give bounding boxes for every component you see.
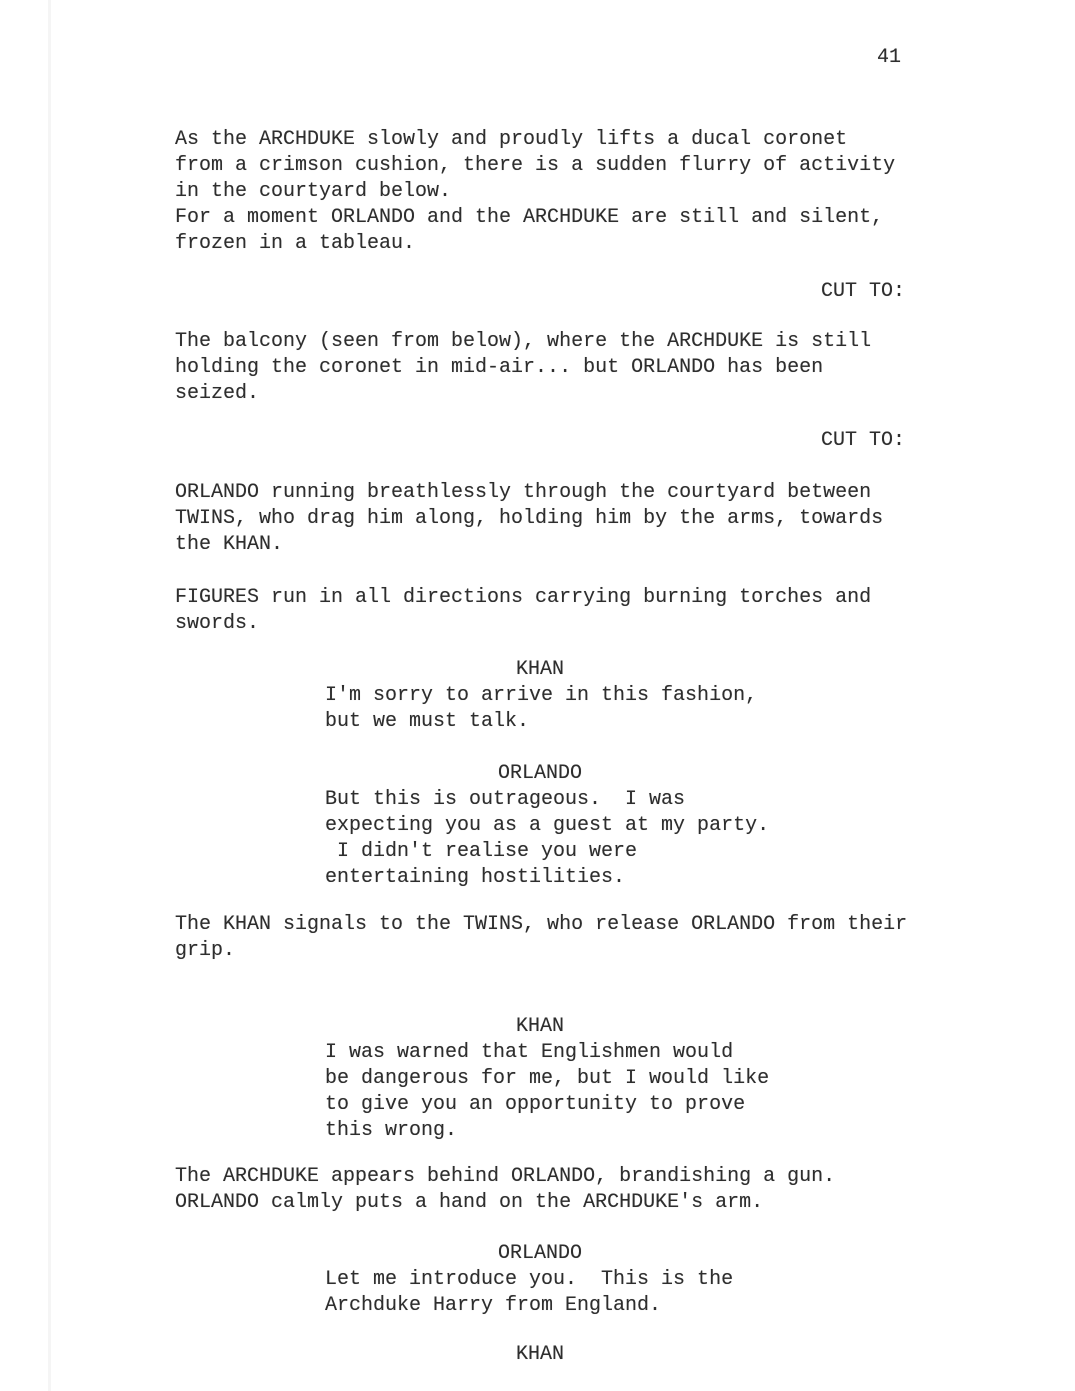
action-paragraph <box>175 585 905 637</box>
action-paragraph <box>175 480 905 558</box>
character-cue: KHAN <box>515 1015 564 1038</box>
action-line: TWINS, who drag him along, holding him by the arms, towards <box>175 507 884 530</box>
action-line: in the courtyard below. <box>175 180 452 203</box>
action-line: holding the coronet in mid-air... but ORLANDO has been <box>175 356 824 379</box>
dialogue-lines <box>325 787 905 891</box>
dialogue-line: entertaining hostilities. <box>325 866 626 889</box>
action-line: For a moment ORLANDO and the ARCHDUKE are still and silent, <box>175 206 884 229</box>
dialogue-block <box>175 1014 905 1144</box>
dialogue-line: expecting you as a guest at my party. <box>325 814 770 837</box>
action-line: swords. <box>175 612 260 635</box>
character-cue: KHAN <box>515 658 564 681</box>
dialogue-block <box>175 1241 905 1319</box>
dialogue-line: be dangerous for me, but I would like <box>325 1067 770 1090</box>
dialogue-line: I'm sorry to arrive in this fashion, <box>325 684 758 707</box>
dialogue-line: I didn't realise you were <box>325 840 638 863</box>
action-line: FIGURES run in all directions carrying burning torches and <box>175 586 872 609</box>
dialogue-block <box>175 657 905 735</box>
dialogue-lines <box>325 1267 905 1319</box>
action-paragraph <box>175 912 908 964</box>
character-cue: ORLANDO <box>497 1242 582 1265</box>
dialogue-lines <box>325 1040 905 1144</box>
transition-cut-to: CUT TO: <box>820 280 905 303</box>
dialogue-line: Archduke Harry from England. <box>325 1294 662 1317</box>
action-line: The ARCHDUKE appears behind ORLANDO, brandishing a gun. <box>175 1165 836 1188</box>
dialogue-block <box>175 761 905 891</box>
action-line: grip. <box>175 939 236 962</box>
dialogue-line: this wrong. <box>325 1119 458 1142</box>
transition-cut-to: CUT TO: <box>820 429 905 452</box>
dialogue-block <box>175 1342 905 1368</box>
action-paragraph <box>175 1164 905 1216</box>
dialogue-line: but we must talk. <box>325 710 530 733</box>
action-paragraph <box>175 329 905 407</box>
action-line: the KHAN. <box>175 533 284 556</box>
action-line: ORLANDO calmly puts a hand on the ARCHDUKE's arm. <box>175 1191 764 1214</box>
action-line: As the ARCHDUKE slowly and proudly lifts a ducal coronet <box>175 128 848 151</box>
character-cue: ORLANDO <box>497 762 582 785</box>
action-line: frozen in a tableau. <box>175 232 416 255</box>
action-line: The balcony (seen from below), where the ARCHDUKE is still <box>175 330 872 353</box>
action-line: from a crimson cushion, there is a sudden flurry of activity <box>175 154 896 177</box>
action-paragraph <box>175 127 905 257</box>
character-cue: KHAN <box>515 1343 564 1366</box>
page-number: 41 <box>876 46 901 69</box>
dialogue-line: But this is outrageous. I was <box>325 788 686 811</box>
dialogue-line: I was warned that Englishmen would <box>325 1041 734 1064</box>
dialogue-line: Let me introduce you. This is the <box>325 1268 734 1291</box>
dialogue-line: to give you an opportunity to prove <box>325 1093 746 1116</box>
dialogue-lines <box>325 683 905 735</box>
scan-edge-artifact <box>48 0 51 1391</box>
action-line: seized. <box>175 382 260 405</box>
action-line: ORLANDO running breathlessly through the courtyard between <box>175 481 872 504</box>
action-line: The KHAN signals to the TWINS, who release ORLANDO from their <box>175 913 908 936</box>
